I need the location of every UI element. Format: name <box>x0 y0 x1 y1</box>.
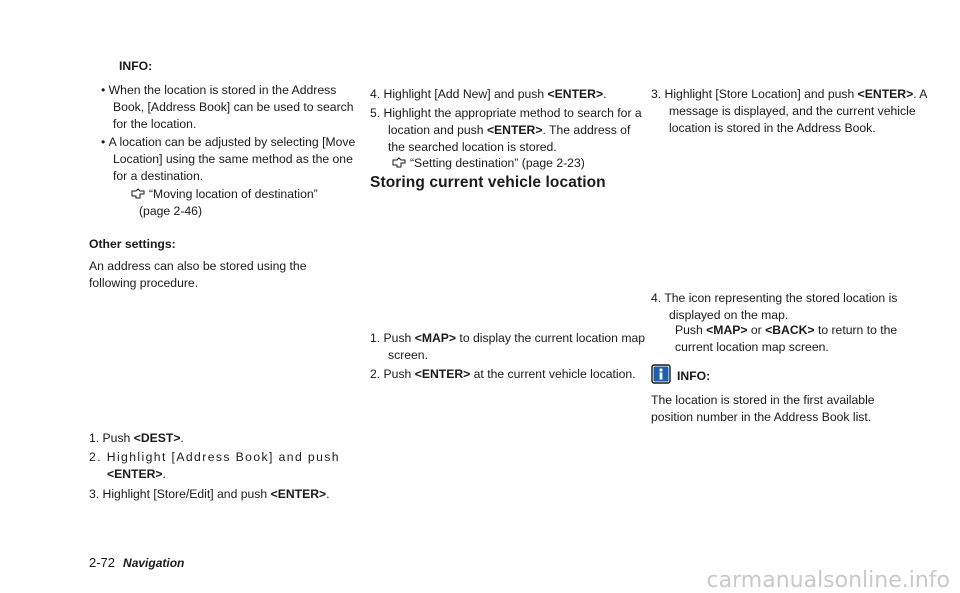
step-end: . <box>326 487 330 501</box>
step-3 <box>89 486 359 503</box>
step-end: . <box>162 467 168 481</box>
reference-pointer-icon <box>392 157 406 169</box>
store-step-4 <box>651 290 931 324</box>
info-text: The location is stored in the first available position number in the Address Book list. <box>651 393 875 424</box>
page-footer <box>89 554 184 572</box>
key-enter: <ENTER> <box>414 367 471 381</box>
info-icon <box>651 364 671 384</box>
page-number: 2-72 <box>89 555 116 570</box>
info-bullet-1 <box>101 82 361 133</box>
reference-text: “Moving location of destination” <box>149 187 318 201</box>
reference-link[interactable] <box>131 186 351 220</box>
key-enter: <ENTER> <box>270 487 327 501</box>
section-title: Navigation <box>123 556 185 570</box>
info-bullet-2 <box>101 134 361 185</box>
reference-page: (page 2-46) <box>139 204 203 218</box>
step-end: . <box>180 431 184 445</box>
step-text: 3. Highlight [Store Location] and push <box>651 87 858 101</box>
step-end: to display the current location map screen. <box>388 331 646 362</box>
bullet-text: When the location is stored in the Address Book, [Address Book] can be used to search for the location. <box>108 83 354 131</box>
section-heading: Storing current vehicle location <box>370 174 606 191</box>
step-4 <box>370 86 640 103</box>
key-map: <MAP> <box>706 323 748 337</box>
key-map: <MAP> <box>414 331 457 345</box>
step-end: . The address of the searched location is stored. <box>388 123 631 154</box>
store-step-3 <box>651 86 931 137</box>
step-text: 3. Highlight [Store/Edit] and push <box>89 487 271 501</box>
step-text: 2. Push <box>370 367 415 381</box>
step-text: 2. Highlight [Address Book] and push <box>89 450 340 464</box>
reference-link[interactable] <box>392 155 632 172</box>
step-end: at the current vehicle location. <box>470 367 636 381</box>
step-text: 4. Highlight [Add New] and push <box>370 87 548 101</box>
other-settings-text: An address can also be stored using the following procedure. <box>89 259 307 290</box>
key-enter: <ENTER> <box>547 87 604 101</box>
bullet-dot: • <box>101 135 109 149</box>
step-5 <box>370 105 650 156</box>
step-2 <box>89 449 369 483</box>
info-label: INFO: <box>119 59 153 73</box>
store-step-1 <box>370 330 650 364</box>
info-block <box>651 364 913 385</box>
step-end: . A message is displayed, and the current vehicle location is stored in the Address Book. <box>669 87 927 135</box>
key-dest: <DEST> <box>133 431 181 445</box>
other-settings-heading: Other settings: <box>89 237 176 251</box>
reference-pointer-icon <box>131 188 145 200</box>
key-back: <BACK> <box>765 323 815 337</box>
step-end: . <box>603 87 607 101</box>
step-mid: or <box>747 323 766 337</box>
step-text: Push <box>675 323 707 337</box>
step-text: 5. Highlight the appropriate method to search for a location and push <box>370 106 642 137</box>
step-text: 1. Push <box>370 331 415 345</box>
watermark: carmanualsonline.info <box>706 568 950 593</box>
step-end: to return to the current location map screen. <box>675 323 898 354</box>
bullet-dot: • <box>101 83 109 97</box>
reference-text: “Setting destination” (page 2-23) <box>410 156 585 170</box>
bullet-text: A location can be adjusted by selecting [Move Location] using the same method as the one for a destination. <box>108 135 356 183</box>
key-enter: <ENTER> <box>857 87 914 101</box>
store-step-2 <box>370 366 650 383</box>
store-step-4-sub <box>675 322 913 356</box>
key-enter: <ENTER> <box>107 467 163 481</box>
step-text: 1. Push <box>89 431 134 445</box>
info-label: INFO: <box>677 369 711 383</box>
step-1 <box>89 430 351 447</box>
step-text: 4. The icon representing the stored location is displayed on the map. <box>651 291 898 322</box>
key-enter: <ENTER> <box>486 123 543 137</box>
